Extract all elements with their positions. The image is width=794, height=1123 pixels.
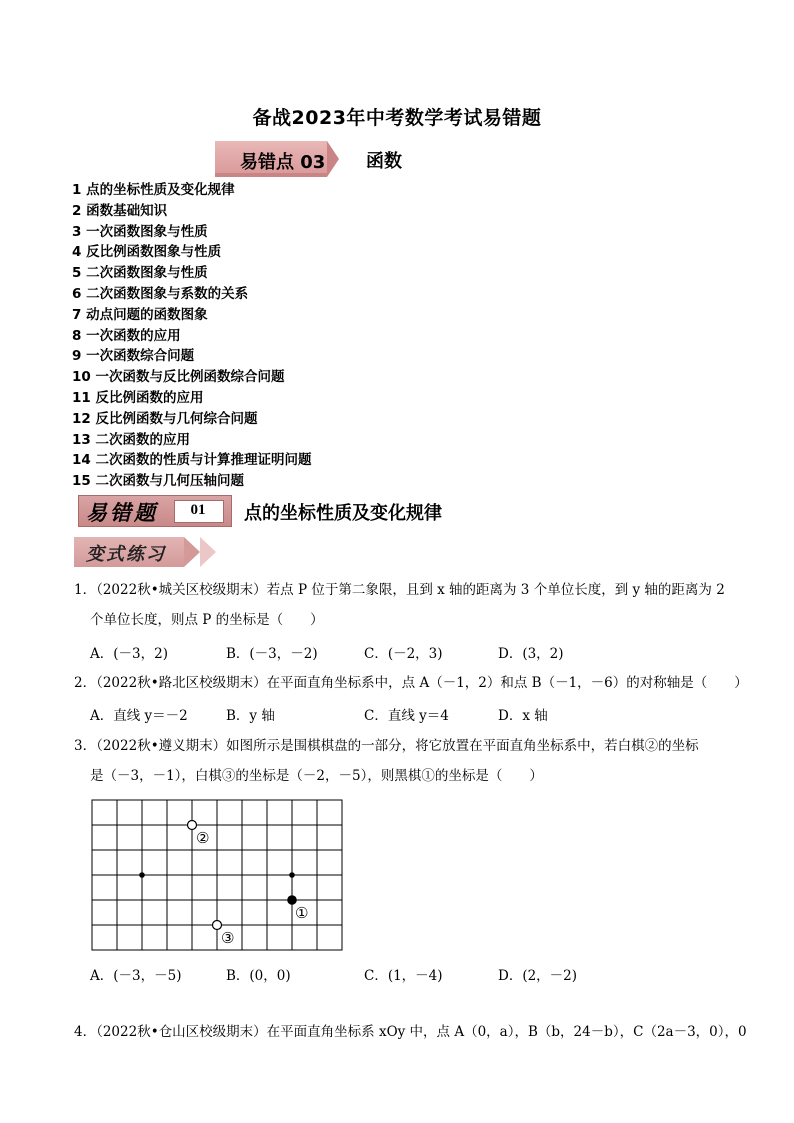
option-c: C．(1，－4) xyxy=(364,968,443,984)
toc-item: 11 反比例函数的应用 xyxy=(72,389,204,406)
section-topic: 点的坐标性质及变化规律 xyxy=(244,503,442,524)
section-number: 01 xyxy=(190,502,206,518)
white-stone-2-label: ② xyxy=(196,829,210,847)
practice-chevron-icon xyxy=(200,537,216,567)
toc-item: 5 二次函数图象与性质 xyxy=(72,265,208,282)
toc-item: 9 一次函数综合问题 xyxy=(72,348,195,365)
option-a: A．(－3，－5) xyxy=(90,968,182,984)
question-3-line-1: 3．（2022秋•遵义期末）如图所示是围棋棋盘的一部分，将它放置在平面直角坐标系中，若白棋②的坐标 xyxy=(74,738,699,754)
section-label: 易错题 xyxy=(86,500,158,525)
option-d: D．(3，2) xyxy=(498,646,564,662)
option-d: D．(2，－2) xyxy=(498,968,578,984)
question-2-options xyxy=(0,704,794,724)
question-1-line-2: 个单位长度，则点 P 的坐标是（ ） xyxy=(90,612,324,628)
question-3-line-2: 是（－3，－1），白棋③的坐标是（－2，－5），则黑棋①的坐标是（ ） xyxy=(90,768,543,784)
practice-label: 变式练习 xyxy=(86,544,166,565)
question-3-options xyxy=(0,964,794,984)
option-b: B．(－3，－2) xyxy=(226,646,318,662)
toc-item: 4 反比例函数图象与性质 xyxy=(72,244,222,261)
toc-item: 14 二次函数的性质与计算推理证明问题 xyxy=(72,452,312,469)
toc-item: 13 二次函数的应用 xyxy=(72,431,190,448)
toc-item: 6 二次函数图象与系数的关系 xyxy=(72,285,249,302)
question-1-options xyxy=(0,642,794,662)
error-point-label: 易错点 03 xyxy=(240,152,326,173)
option-a: A．直线 y＝－2 xyxy=(90,708,188,724)
toc-item: 2 函数基础知识 xyxy=(72,202,168,219)
toc-item: 8 一次函数的应用 xyxy=(72,327,181,344)
black-stone-1-label: ① xyxy=(295,904,309,922)
toc-item: 10 一次函数与反比例函数综合问题 xyxy=(72,369,285,386)
option-c: C．直线 y＝4 xyxy=(364,708,449,724)
option-a: A．(－3，2) xyxy=(90,646,168,662)
white-stone-3-label: ③ xyxy=(221,929,235,947)
question-1-line-1: 1．（2022秋•城关区校级期末）若点 P 位于第二象限，且到 x 轴的距离为 3 个单位长度，到 y 轴的距离为 2 xyxy=(74,582,725,598)
question-4-line-1: 4．（2022秋•仓山区校级期末）在平面直角坐标系 xOy 中，点 A（0，a），B（b，24－b），C（2a－3，0），0 xyxy=(74,1024,747,1040)
question-2-line-1: 2．（2022秋•路北区校级期末）在平面直角坐标系中，点 A（－1，2）和点 B（－1，－6）的对称轴是（ ） xyxy=(74,675,748,691)
option-b: B．(0，0) xyxy=(226,968,291,984)
option-d: D．x 轴 xyxy=(498,708,548,724)
toc-item: 12 反比例函数与几何综合问题 xyxy=(72,410,258,427)
error-point-topic: 函数 xyxy=(366,151,402,172)
option-b: B．y 轴 xyxy=(226,708,275,724)
star-point-icon xyxy=(139,872,145,878)
toc-item: 1 点的坐标性质及变化规律 xyxy=(72,182,235,198)
option-c: C．(－2，3) xyxy=(364,646,443,662)
table-of-contents xyxy=(72,180,312,492)
go-board-figure xyxy=(88,795,354,955)
star-point-icon xyxy=(289,872,295,878)
toc-item: 3 一次函数图象与性质 xyxy=(72,223,208,240)
page-title: 备战2023年中考数学考试易错题 xyxy=(252,107,542,129)
toc-item: 15 二次函数与几何压轴问题 xyxy=(72,473,244,490)
toc-item: 7 动点问题的函数图象 xyxy=(72,306,208,323)
